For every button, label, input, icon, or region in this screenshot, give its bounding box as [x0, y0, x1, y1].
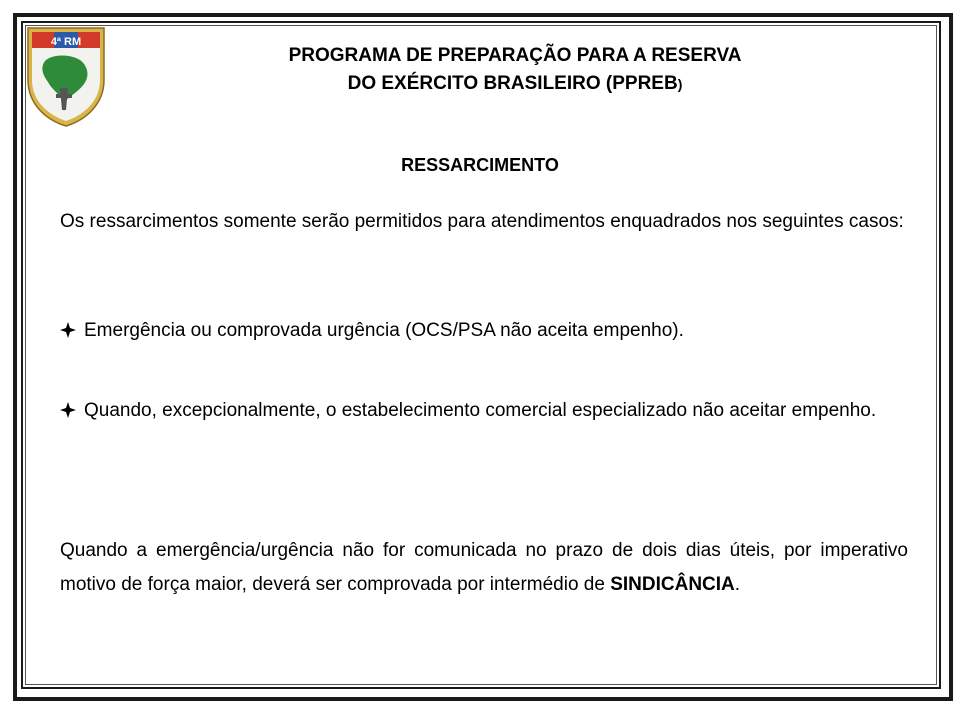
bullet-item-2: [60, 394, 908, 428]
slide-header: [120, 42, 910, 98]
intro-paragraph: Os ressarcimentos somente serão permitidos para atendimentos enquadrados nos seguintes casos:: [60, 211, 904, 232]
header-line-1: PROGRAMA DE PREPARAÇÃO PARA A RESERVA: [288, 45, 742, 66]
closing-paragraph: [60, 534, 908, 602]
diamond-bullet-icon: [60, 314, 84, 348]
bullet-item-2-text: Quando, excepcionalmente, o estabelecimento comercial especializado não aceitar empenho.: [84, 400, 877, 421]
closing-text: Quando a emergência/urgência não for comunicada no prazo de dois dias úteis, por imperativo motivo de força maior, deverá ser comprovada por intermédio de: [60, 540, 908, 595]
bullet-item-1-text: Emergência ou comprovada urgência (OCS/PSA não aceita empenho).: [84, 320, 684, 341]
header-line-2: [120, 70, 910, 98]
header-line-2-tail: ): [677, 76, 683, 92]
diamond-bullet-icon: [60, 394, 84, 428]
bullet-item-1: [60, 314, 908, 348]
closing-bold-term: SINDICÂNCIA: [610, 574, 735, 595]
header-line-2-main: DO EXÉRCITO BRASILEIRO (PPREB: [347, 73, 678, 94]
closing-end: .: [734, 574, 741, 595]
section-title: RESSARCIMENTO: [401, 155, 559, 175]
logo-text: 4ª RM: [50, 36, 82, 48]
military-region-shield-icon: [24, 24, 108, 128]
